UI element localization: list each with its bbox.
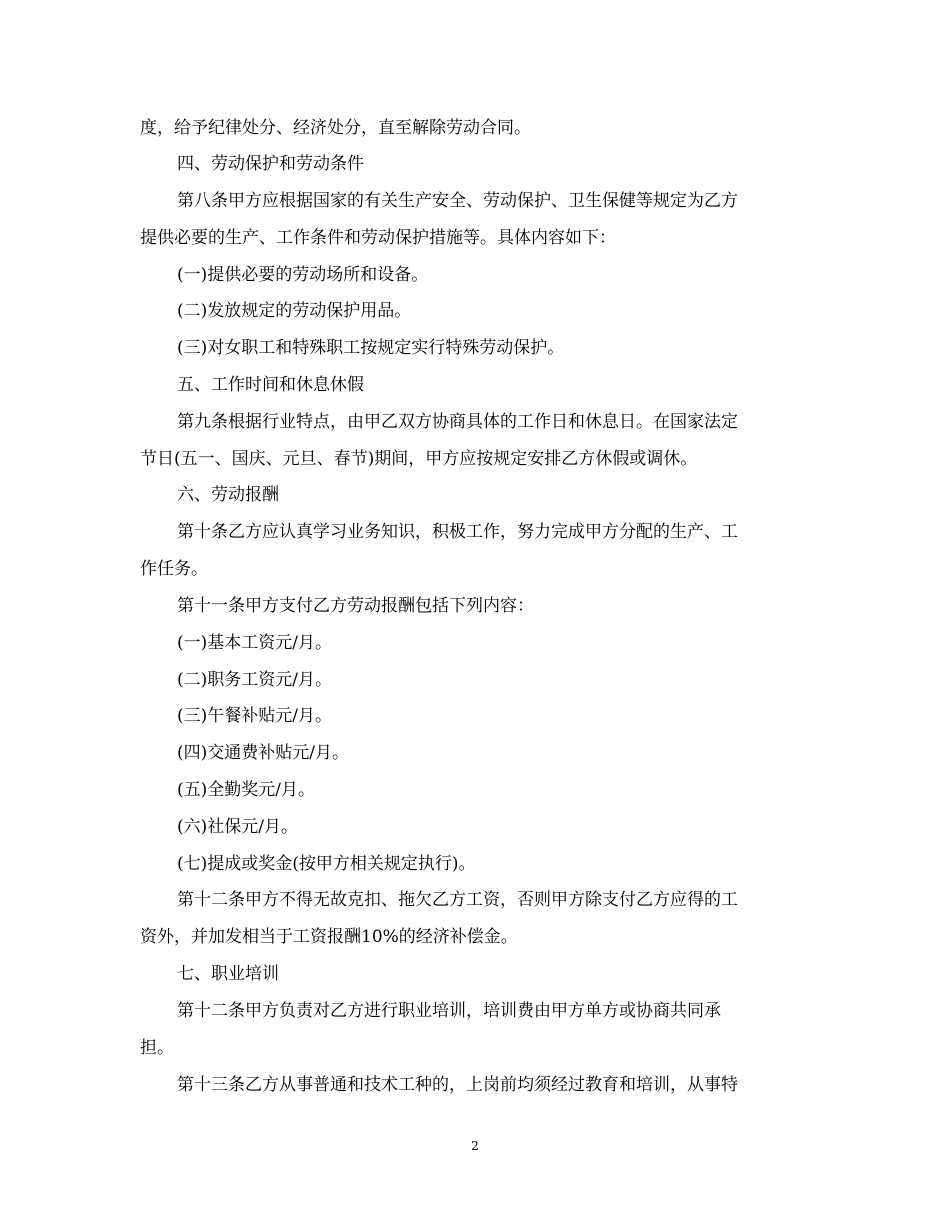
text-line: 度，给予纪律处分、经济处分，直至解除劳动合同。	[140, 118, 531, 138]
list-item: (七)提成或奖金(按甲方相关规定执行)。	[177, 854, 476, 874]
section-heading: 六、劳动报酬	[177, 485, 279, 505]
list-item: (二)职务工资元/月。	[177, 670, 332, 690]
page-number: 2	[471, 1139, 479, 1153]
section-heading: 七、职业培训	[177, 964, 279, 984]
text-line: 第十二条甲方不得无故克扣、拖欠乙方工资，否则甲方除支付乙方应得的工	[177, 890, 738, 910]
list-item: (六)社保元/月。	[177, 817, 298, 837]
text-line: 第九条根据行业特点，由甲乙双方协商具体的工作日和休息日。在国家法定	[177, 412, 738, 432]
text-line: 第八条甲方应根据国家的有关生产安全、劳动保护、卫生保健等规定为乙方	[177, 191, 738, 211]
list-item: (三)对女职工和特殊职工按规定实行特殊劳动保护。	[177, 338, 565, 358]
list-item: (一)基本工资元/月。	[177, 633, 332, 653]
text-line: 节日(五一、国庆、元旦、春节)期间，甲方应按规定安排乙方休假或调休。	[140, 449, 698, 469]
text-line: 资外，并加发相当于工资报酬10%的经济补偿金。	[140, 927, 518, 947]
section-heading: 四、劳动保护和劳动条件	[177, 154, 364, 174]
text-line: 第十一条甲方支付乙方劳动报酬包括下列内容：	[177, 596, 534, 616]
text-line: 担。	[140, 1038, 174, 1058]
list-item: (二)发放规定的劳动保护用品。	[177, 301, 412, 321]
text-line: 作任务。	[140, 559, 208, 579]
list-item: (一)提供必要的劳动场所和设备。	[177, 265, 429, 285]
section-heading: 五、工作时间和休息休假	[177, 375, 364, 395]
list-item: (四)交通费补贴元/月。	[177, 743, 349, 763]
text-line: 第十二条甲方负责对乙方进行职业培训，培训费由甲方单方或协商共同承	[177, 1001, 721, 1021]
list-item: (三)午餐补贴元/月。	[177, 706, 332, 726]
text-line: 第十条乙方应认真学习业务知识，积极工作，努力完成甲方分配的生产、工	[177, 522, 738, 542]
text-line: 第十三条乙方从事普通和技术工种的，上岗前均须经过教育和培训，从事特	[177, 1075, 738, 1095]
text-line: 提供必要的生产、工作条件和劳动保护措施等。具体内容如下：	[140, 228, 616, 248]
list-item: (五)全勤奖元/月。	[177, 780, 315, 800]
